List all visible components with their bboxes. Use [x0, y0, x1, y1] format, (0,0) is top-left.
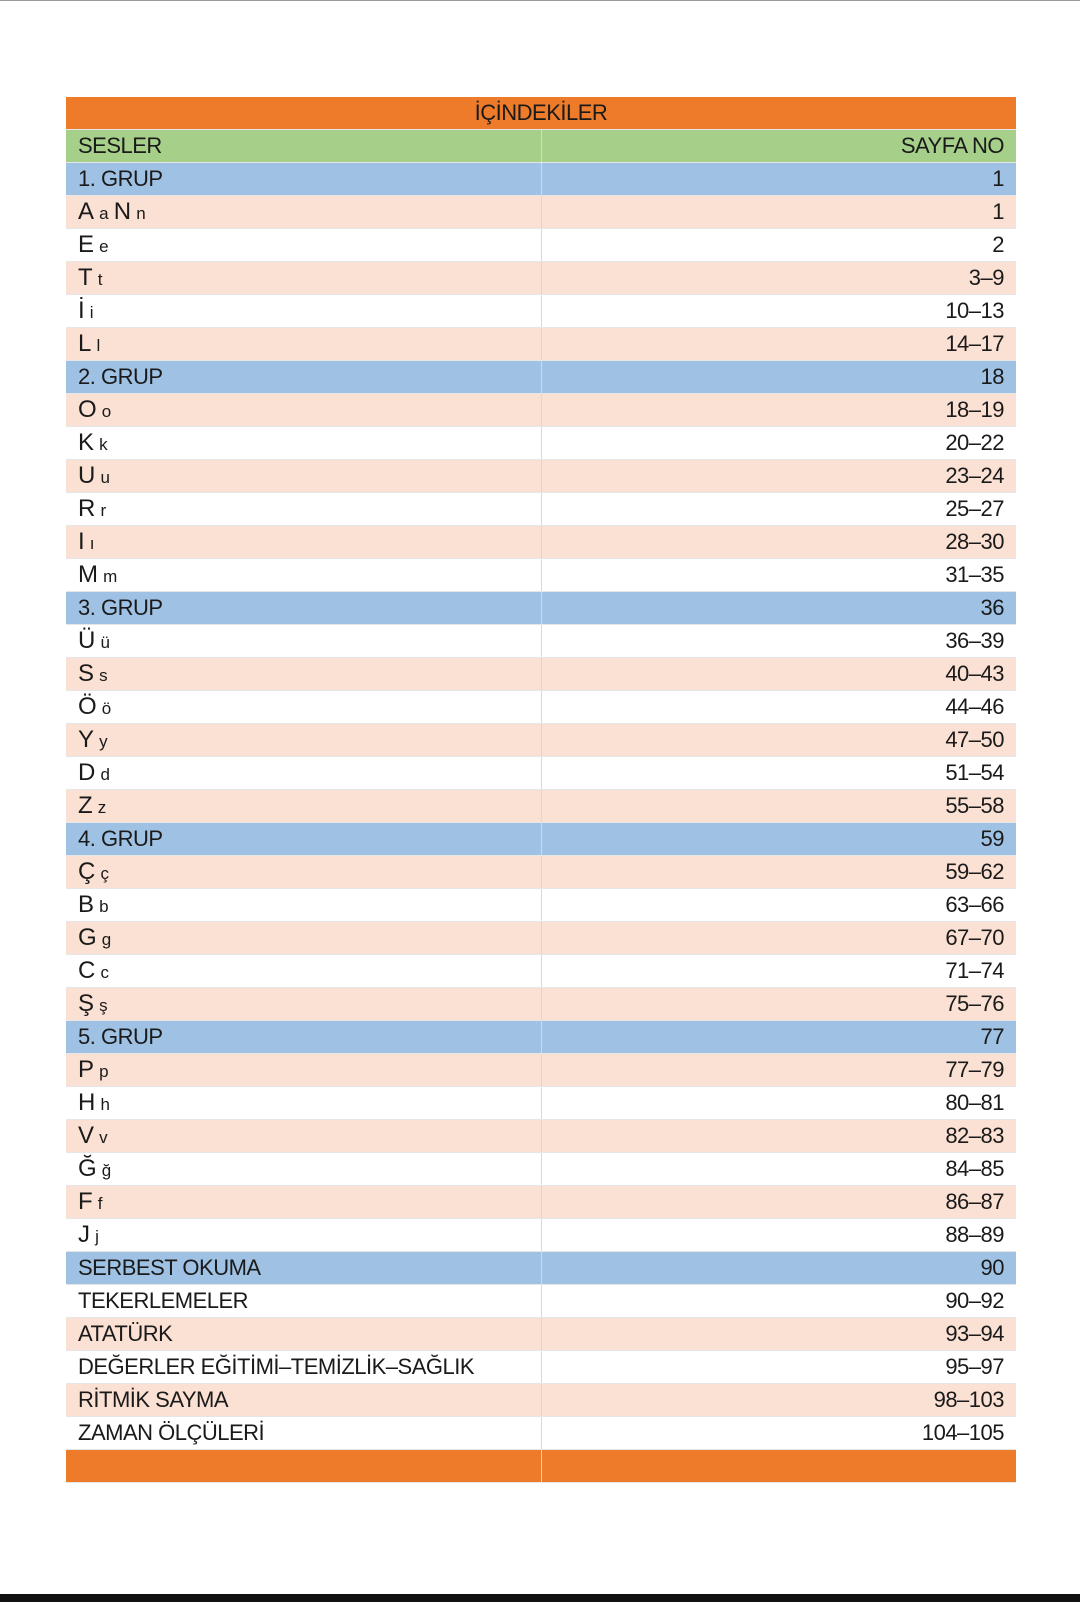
letter-uppercase: N: [113, 198, 131, 225]
page-number: 40–43: [541, 658, 1016, 691]
entry-label: [66, 922, 541, 955]
entry-label: ATATÜRK: [66, 1318, 541, 1351]
table-row: [66, 1087, 1016, 1120]
entry-label: [66, 1219, 541, 1252]
group-label: 1. GRUP: [66, 163, 541, 196]
table-row: [66, 658, 1016, 691]
table-row: [66, 955, 1016, 988]
page-number: 95–97: [541, 1351, 1016, 1384]
letter-lowercase: u: [100, 468, 110, 487]
entry-label: [66, 1186, 541, 1219]
letter-uppercase: İ: [78, 297, 85, 324]
group-label: 5. GRUP: [66, 1021, 541, 1054]
letter-lowercase: m: [103, 567, 117, 586]
entry-label: [66, 790, 541, 823]
letter-lowercase: a: [99, 204, 109, 223]
page-number: 86–87: [541, 1186, 1016, 1219]
table-row: [66, 1384, 1016, 1417]
page-number: 77: [541, 1021, 1016, 1054]
entry-label: ZAMAN ÖLÇÜLERİ: [66, 1417, 541, 1450]
page-number: 63–66: [541, 889, 1016, 922]
page-number: 2: [541, 229, 1016, 262]
page-number: 36: [541, 592, 1016, 625]
page-number: 84–85: [541, 1153, 1016, 1186]
letter-uppercase: F: [78, 1188, 93, 1215]
title-row: [66, 97, 1016, 130]
letter-uppercase: G: [78, 924, 97, 951]
table-row: [66, 1153, 1016, 1186]
letter-lowercase: s: [99, 666, 108, 685]
table-row: [66, 1318, 1016, 1351]
letter-uppercase: A: [78, 198, 94, 225]
entry-label: [66, 526, 541, 559]
letter-uppercase: Z: [78, 792, 93, 819]
page-number: 10–13: [541, 295, 1016, 328]
entry-label: [66, 955, 541, 988]
letter-lowercase: c: [100, 963, 109, 982]
entry-label: TEKERLEMELER: [66, 1285, 541, 1318]
page-number: 59–62: [541, 856, 1016, 889]
letter-lowercase: p: [99, 1062, 109, 1081]
letter-lowercase: k: [99, 435, 108, 454]
letter-uppercase: M: [78, 561, 98, 588]
table-row: [66, 757, 1016, 790]
entry-label: [66, 559, 541, 592]
page-number: 1: [541, 196, 1016, 229]
letter-uppercase: J: [78, 1221, 90, 1248]
table-row: [66, 328, 1016, 361]
page-number: 14–17: [541, 328, 1016, 361]
letter-uppercase: D: [78, 759, 95, 786]
table-row: [66, 1120, 1016, 1153]
letter-lowercase: b: [99, 897, 109, 916]
entry-label: [66, 1054, 541, 1087]
table-row: [66, 427, 1016, 460]
page-number: 1: [541, 163, 1016, 196]
letter-lowercase: z: [97, 798, 106, 817]
table-row: [66, 1417, 1016, 1450]
entry-label: [66, 691, 541, 724]
letter-lowercase: ı: [89, 534, 95, 553]
footer-row: [66, 1450, 1016, 1483]
entry-label: [66, 328, 541, 361]
entry-label: [66, 427, 541, 460]
letter-lowercase: y: [99, 732, 108, 751]
letter-lowercase: d: [100, 765, 110, 784]
table-row: [66, 790, 1016, 823]
letter-uppercase: V: [78, 1122, 94, 1149]
group-label: 2. GRUP: [66, 361, 541, 394]
entry-label: [66, 856, 541, 889]
page-number: 55–58: [541, 790, 1016, 823]
letter-uppercase: H: [78, 1089, 95, 1116]
entry-label: [66, 493, 541, 526]
table-row: [66, 1219, 1016, 1252]
letter-uppercase: Ö: [78, 693, 97, 720]
page-number: 20–22: [541, 427, 1016, 460]
entry-label: [66, 262, 541, 295]
letter-lowercase: j: [95, 1227, 99, 1246]
entry-label: [66, 625, 541, 658]
page-number: 77–79: [541, 1054, 1016, 1087]
group-row: [66, 1021, 1016, 1054]
page-number: 93–94: [541, 1318, 1016, 1351]
header-page-no: SAYFA NO: [541, 130, 1016, 163]
group-label: 4. GRUP: [66, 823, 541, 856]
letter-uppercase: C: [78, 957, 95, 984]
page-number: 90: [541, 1252, 1016, 1285]
group-label: SERBEST OKUMA: [66, 1252, 541, 1285]
header-sounds: SESLER: [66, 130, 541, 163]
group-row: [66, 163, 1016, 196]
table-row: [66, 262, 1016, 295]
table-row: [66, 526, 1016, 559]
entry-label: [66, 295, 541, 328]
group-row: [66, 823, 1016, 856]
table-row: [66, 1285, 1016, 1318]
letter-uppercase: Ğ: [78, 1155, 97, 1182]
entry-label: [66, 889, 541, 922]
table-row: [66, 988, 1016, 1021]
table-of-contents: [66, 97, 1016, 1483]
page-number: 31–35: [541, 559, 1016, 592]
letter-uppercase: K: [78, 429, 94, 456]
letter-uppercase: Ü: [78, 627, 95, 654]
letter-uppercase: B: [78, 891, 94, 918]
page-number: 75–76: [541, 988, 1016, 1021]
table-row: [66, 460, 1016, 493]
page-number: 25–27: [541, 493, 1016, 526]
table-row: [66, 229, 1016, 262]
page-number: 67–70: [541, 922, 1016, 955]
page-number: 104–105: [541, 1417, 1016, 1450]
page-number: 44–46: [541, 691, 1016, 724]
letter-uppercase: L: [78, 330, 91, 357]
letter-uppercase: P: [78, 1056, 94, 1083]
page-number: 36–39: [541, 625, 1016, 658]
group-row: [66, 361, 1016, 394]
entry-label: [66, 724, 541, 757]
entry-label: [66, 1087, 541, 1120]
entry-label: [66, 1120, 541, 1153]
letter-lowercase: v: [99, 1128, 108, 1147]
page-number: 71–74: [541, 955, 1016, 988]
letter-lowercase: ş: [99, 996, 108, 1015]
entry-label: [66, 1153, 541, 1186]
page-number: 18–19: [541, 394, 1016, 427]
page-number: 18: [541, 361, 1016, 394]
letter-lowercase: n: [136, 204, 146, 223]
table-row: [66, 493, 1016, 526]
table-row: [66, 295, 1016, 328]
page-number: 98–103: [541, 1384, 1016, 1417]
letter-uppercase: Ş: [78, 990, 94, 1017]
top-border-line: [0, 0, 1080, 1]
letter-uppercase: Ç: [78, 858, 95, 885]
table-row: [66, 1351, 1016, 1384]
table-row: [66, 394, 1016, 427]
page-number: 51–54: [541, 757, 1016, 790]
entry-label: [66, 196, 541, 229]
footer-cell-left: [66, 1450, 541, 1483]
letter-lowercase: l: [96, 336, 100, 355]
entry-label: DEĞERLER EĞİTİMİ–TEMİZLİK–SAĞLIK: [66, 1351, 541, 1384]
page-number: 88–89: [541, 1219, 1016, 1252]
table-row: [66, 1186, 1016, 1219]
entry-label: [66, 658, 541, 691]
page-number: 23–24: [541, 460, 1016, 493]
letter-uppercase: U: [78, 462, 95, 489]
letter-uppercase: I: [78, 528, 85, 555]
table-row: [66, 1054, 1016, 1087]
letter-lowercase: o: [101, 402, 111, 421]
table-row: [66, 856, 1016, 889]
letter-lowercase: i: [89, 303, 94, 322]
letter-uppercase: E: [78, 231, 94, 258]
letter-lowercase: ü: [100, 633, 110, 652]
letter-uppercase: R: [78, 495, 95, 522]
letter-uppercase: Y: [78, 726, 94, 753]
entry-label: [66, 394, 541, 427]
page-title: İÇİNDEKİLER: [66, 97, 1016, 130]
letter-lowercase: e: [99, 237, 109, 256]
page-number: 28–30: [541, 526, 1016, 559]
letter-uppercase: S: [78, 660, 94, 687]
letter-lowercase: ö: [101, 699, 111, 718]
page-number: 82–83: [541, 1120, 1016, 1153]
page-number: 47–50: [541, 724, 1016, 757]
letter-uppercase: O: [78, 396, 97, 423]
page-number: 59: [541, 823, 1016, 856]
table-row: [66, 625, 1016, 658]
entry-label: RİTMİK SAYMA: [66, 1384, 541, 1417]
entry-label: [66, 757, 541, 790]
entry-label: [66, 460, 541, 493]
table-row: [66, 889, 1016, 922]
table-row: [66, 559, 1016, 592]
page-number: 90–92: [541, 1285, 1016, 1318]
bottom-bar: [0, 1594, 1080, 1602]
page-number: 80–81: [541, 1087, 1016, 1120]
entry-label: [66, 988, 541, 1021]
header-row: [66, 130, 1016, 163]
letter-lowercase: g: [101, 930, 111, 949]
letter-lowercase: ğ: [101, 1161, 111, 1180]
table-row: [66, 922, 1016, 955]
letter-uppercase: T: [78, 264, 93, 291]
group-label: 3. GRUP: [66, 592, 541, 625]
table-row: [66, 196, 1016, 229]
letter-lowercase: r: [100, 501, 106, 520]
page-number: 3–9: [541, 262, 1016, 295]
letter-lowercase: h: [100, 1095, 110, 1114]
group-row: [66, 1252, 1016, 1285]
table-row: [66, 691, 1016, 724]
entry-label: [66, 229, 541, 262]
letter-lowercase: ç: [100, 864, 109, 883]
letter-lowercase: f: [97, 1194, 103, 1213]
letter-lowercase: t: [97, 270, 103, 289]
footer-cell-right: [541, 1450, 1016, 1483]
table-row: [66, 724, 1016, 757]
group-row: [66, 592, 1016, 625]
